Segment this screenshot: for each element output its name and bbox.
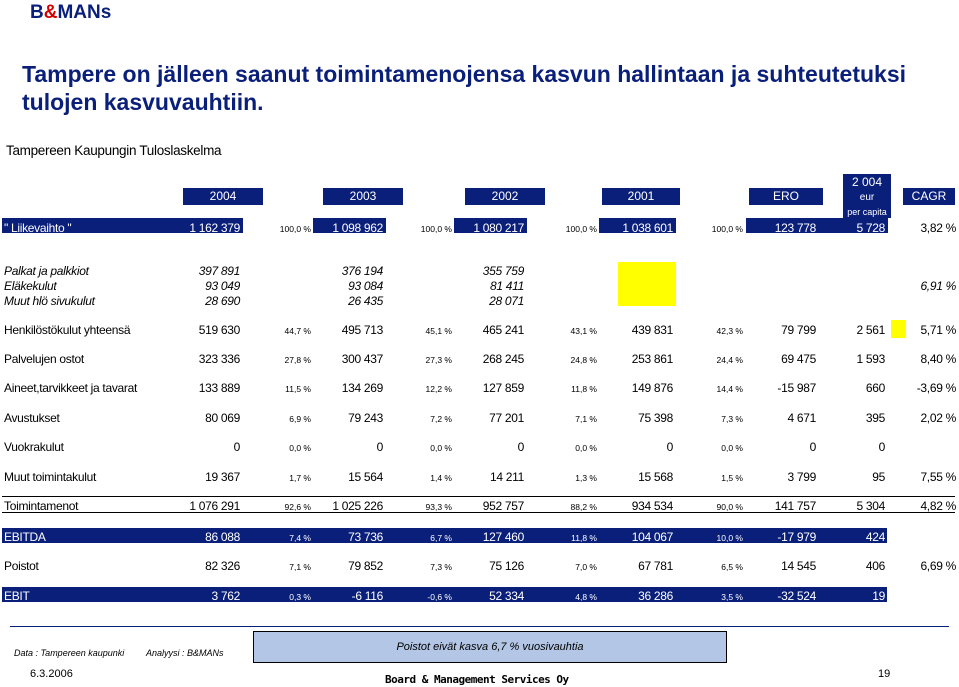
- cell-pc: 424: [865, 530, 885, 544]
- footer-rule: [10, 626, 949, 627]
- cell-cagr: 2,02 %: [920, 411, 956, 425]
- cell-cagr: 8,40 %: [920, 352, 956, 366]
- footer-analysis: Analyysi : B&MANs: [146, 648, 224, 658]
- cell-v2003: 1 025 226: [332, 499, 383, 513]
- cell-ero: -15 987: [777, 381, 816, 395]
- cell-ero: -32 524: [777, 589, 816, 603]
- cell-cagr: -3,69 %: [916, 381, 956, 395]
- cell-p2001: 7,3 %: [721, 414, 743, 424]
- row-label: Henkilöstökulut yhteensä: [4, 323, 131, 337]
- cell-p2004: 11,5 %: [285, 384, 311, 394]
- brand-logo: [30, 2, 111, 24]
- cell-p2002: 100,0 %: [565, 224, 597, 234]
- cell-v2003: -6 116: [351, 589, 383, 603]
- slide-headline: Tampere on jälleen saanut toimintamenojensa kasvun hallintaan ja suhteutetuksi tulojen kasvuvauhtiin.: [22, 61, 907, 115]
- cell-p2002: 7,1 %: [575, 414, 597, 424]
- cell-p2001: 24,4 %: [716, 355, 743, 365]
- cell-v2002: 0: [517, 440, 524, 454]
- cell-v2003: 300 437: [341, 352, 383, 366]
- cell-ero: -17 979: [777, 530, 816, 544]
- cell-v2002: 52 334: [489, 589, 524, 603]
- cell-v2002: 355 759: [482, 264, 524, 278]
- cell-v2004: 82 326: [205, 559, 240, 573]
- cell-p2004: 92,6 %: [284, 502, 311, 512]
- cell-p2003: 27,3 %: [425, 355, 452, 365]
- cell-p2002: 1,3 %: [575, 473, 597, 483]
- cell-p2004: 7,1 %: [289, 562, 311, 572]
- cell-p2002: 4,8 %: [575, 592, 597, 602]
- row-label: Avustukset: [4, 411, 60, 425]
- row-label: EBITDA: [4, 530, 46, 544]
- cell-p2001: 6,5 %: [721, 562, 743, 572]
- cell-v2004: 1 162 379: [189, 221, 240, 235]
- brand-pre: B: [30, 2, 44, 23]
- col-header-2002: 2002: [465, 188, 545, 205]
- row-label: " Liikevaihto ": [4, 221, 72, 235]
- cell-v2001: 67 781: [638, 559, 673, 573]
- cell-ero: 79 799: [781, 323, 816, 337]
- cell-pc: 395: [865, 411, 885, 425]
- cell-v2004: 93 049: [205, 279, 240, 293]
- cell-p2004: 0,0 %: [289, 443, 311, 453]
- cell-v2003: 134 269: [341, 381, 383, 395]
- cell-pc: 2 561: [856, 323, 885, 337]
- cell-v2003: 26 435: [348, 294, 383, 308]
- row-label: Muut toimintakulut: [4, 470, 96, 484]
- cell-v2002: 75 126: [489, 559, 524, 573]
- cell-p2003: 12,2 %: [425, 384, 452, 394]
- cell-p2002: 11,8 %: [571, 384, 597, 394]
- cell-v2003: 73 736: [348, 530, 383, 544]
- cell-v2002: 14 211: [489, 470, 524, 484]
- cell-v2004: 19 367: [205, 470, 240, 484]
- cell-ero: 3 799: [787, 470, 816, 484]
- cell-v2004: 28 690: [205, 294, 240, 308]
- cell-p2004: 44,7 %: [284, 326, 311, 336]
- cell-p2002: 0,0 %: [575, 443, 597, 453]
- cell-v2001: 1 038 601: [622, 221, 673, 235]
- footer-note: Poistot eivät kasva 6,7 % vuosivauhtia: [396, 641, 584, 653]
- cell-p2003: 1,4 %: [430, 473, 452, 483]
- row-label: Poistot: [4, 559, 39, 573]
- cell-ero: 123 778: [774, 221, 816, 235]
- cell-pc: 95: [872, 470, 885, 484]
- cell-p2001: 14,4 %: [716, 384, 743, 394]
- cell-p2002: 88,2 %: [570, 502, 597, 512]
- cell-v2004: 0: [233, 440, 240, 454]
- cell-v2002: 268 245: [482, 352, 524, 366]
- cell-v2003: 1 098 962: [332, 221, 383, 235]
- row-label: Eläkekulut: [4, 279, 57, 293]
- cell-p2004: 0,3 %: [289, 592, 311, 602]
- row-label: Vuokrakulut: [4, 440, 64, 454]
- cell-v2001: 253 861: [631, 352, 673, 366]
- cell-p2004: 6,9 %: [289, 414, 311, 424]
- cell-pc: 0: [878, 440, 885, 454]
- cell-v2002: 465 241: [482, 323, 524, 337]
- cell-p2001: 10,0 %: [716, 533, 743, 543]
- table-title: Tampereen Kaupungin Tuloslaskelma: [6, 143, 222, 158]
- cell-p2003: 0,0 %: [430, 443, 452, 453]
- footer-date: 6.3.2006: [30, 668, 73, 680]
- cell-v2001: 439 831: [631, 323, 673, 337]
- cell-pc: 406: [865, 559, 885, 573]
- row-label: Toimintamenot: [4, 499, 79, 513]
- cell-v2001: 0: [666, 440, 673, 454]
- cell-v2001: 104 067: [631, 530, 673, 544]
- col-header-cagr: CAGR: [903, 188, 955, 205]
- cell-v2001: 15 568: [638, 470, 673, 484]
- cell-p2002: 11,8 %: [571, 533, 597, 543]
- cell-p2002: 24,8 %: [570, 355, 597, 365]
- cell-p2002: 7,0 %: [575, 562, 597, 572]
- row-label: Muut hlö sivukulut: [4, 294, 95, 308]
- row-label: Palkat ja palkkiot: [4, 264, 89, 278]
- col-header-2001: 2001: [602, 188, 680, 205]
- cell-p2001: 3,5 %: [721, 592, 743, 602]
- cell-cagr: 4,82 %: [920, 499, 956, 513]
- cell-v2002: 28 071: [489, 294, 524, 308]
- cell-v2001: 36 286: [638, 589, 673, 603]
- col-header-ero: ERO: [749, 188, 823, 205]
- cell-v2003: 0: [376, 440, 383, 454]
- cell-ero: 69 475: [781, 352, 816, 366]
- cell-v2002: 1 080 217: [473, 221, 524, 235]
- cell-p2003: 100,0 %: [420, 224, 452, 234]
- cell-p2001: 100,0 %: [711, 224, 743, 234]
- cell-p2003: 7,3 %: [430, 562, 452, 572]
- cell-p2004: 27,8 %: [284, 355, 311, 365]
- cell-p2003: 45,1 %: [425, 326, 452, 336]
- brand-post: MANs: [57, 2, 112, 23]
- cell-cagr: 6,91 %: [920, 279, 956, 293]
- cell-p2001: 90,0 %: [716, 502, 743, 512]
- cell-ero: 141 757: [774, 499, 816, 513]
- cell-v2001: 149 876: [631, 381, 673, 395]
- cell-v2004: 397 891: [198, 264, 240, 278]
- cell-v2003: 79 852: [348, 559, 383, 573]
- cell-pc: 1 593: [856, 352, 885, 366]
- cell-pc: 5 728: [856, 221, 885, 235]
- cell-v2003: 93 084: [348, 279, 383, 293]
- cell-v2002: 81 411: [489, 279, 524, 293]
- footer-company: Board & Management Services Oy: [385, 673, 569, 686]
- row-label: EBIT: [4, 589, 30, 603]
- cell-cagr: 3,82 %: [920, 221, 956, 235]
- cell-p2002: 43,1 %: [570, 326, 597, 336]
- cell-ero: 14 545: [781, 559, 816, 573]
- cell-p2003: -0,6 %: [427, 592, 452, 602]
- cell-v2002: 127 859: [482, 381, 524, 395]
- rule-top-toimintamenot: [2, 496, 955, 497]
- cell-v2002: 127 460: [482, 530, 524, 544]
- row-label: Palvelujen ostot: [4, 352, 84, 366]
- col-header-eur: eur: [859, 192, 875, 203]
- cell-v2002: 952 757: [482, 499, 524, 513]
- cell-v2001: 934 534: [631, 499, 673, 513]
- brand-amp: &: [43, 2, 58, 23]
- highlight-2001-staff: [618, 262, 676, 306]
- cell-cagr: 6,69 %: [920, 559, 956, 573]
- row-label: Aineet,tarvikkeet ja tavarat: [4, 381, 138, 395]
- cell-v2003: 15 564: [348, 470, 383, 484]
- cell-v2004: 323 336: [198, 352, 240, 366]
- cell-v2004: 1 076 291: [189, 499, 240, 513]
- cell-p2001: 42,3 %: [716, 326, 743, 336]
- col-header-2004: 2004: [183, 188, 263, 205]
- footer-source: Data : Tampereen kaupunki: [14, 648, 125, 658]
- cell-p2001: 1,5 %: [721, 473, 743, 483]
- cell-pc: 5 304: [856, 499, 885, 513]
- cell-pc: 19: [872, 589, 885, 603]
- cell-v2003: 79 243: [348, 411, 383, 425]
- cell-pc: 660: [865, 381, 885, 395]
- cell-p2004: 7,4 %: [289, 533, 311, 543]
- cell-ero: 4 671: [787, 411, 816, 425]
- cell-v2001: 75 398: [638, 411, 673, 425]
- footer-page-number: 19: [878, 668, 891, 680]
- cell-cagr: 5,71 %: [920, 323, 956, 337]
- cell-v2003: 376 194: [341, 264, 383, 278]
- cell-v2004: 3 762: [211, 589, 240, 603]
- cell-v2003: 495 713: [341, 323, 383, 337]
- col-header-2004b: 2 004: [851, 175, 883, 189]
- cell-cagr: 7,55 %: [920, 470, 956, 484]
- cell-v2004: 86 088: [205, 530, 240, 544]
- footer-note-box: [253, 631, 727, 663]
- cell-v2002: 77 201: [489, 411, 524, 425]
- cell-p2004: 1,7 %: [289, 473, 311, 483]
- cell-v2004: 80 069: [205, 411, 240, 425]
- cell-ero: 0: [809, 440, 816, 454]
- cell-p2003: 7,2 %: [430, 414, 452, 424]
- col-header-2003: 2003: [323, 188, 403, 205]
- cell-v2004: 133 889: [198, 381, 240, 395]
- col-header-percapita: per capita: [847, 207, 887, 217]
- cell-v2004: 519 630: [198, 323, 240, 337]
- cell-p2004: 100,0 %: [279, 224, 311, 234]
- cell-p2003: 93,3 %: [425, 502, 452, 512]
- cell-p2001: 0,0 %: [721, 443, 743, 453]
- cell-p2003: 6,7 %: [430, 533, 452, 543]
